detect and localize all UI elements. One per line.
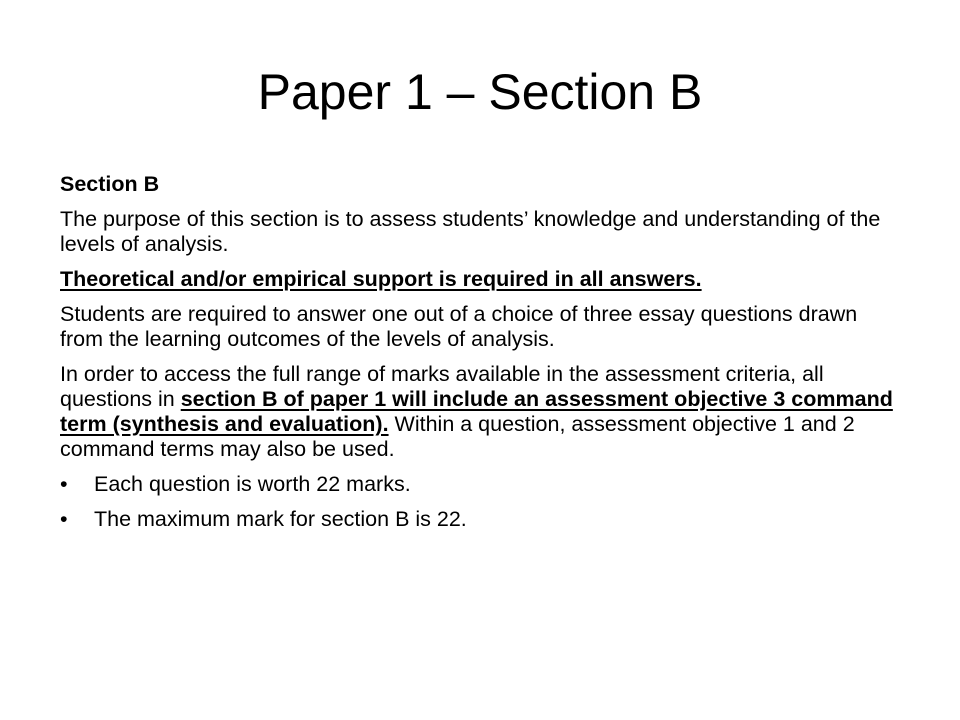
- access-paragraph: [60, 362, 900, 462]
- bullet-list: [60, 472, 900, 532]
- access-text-start: In order to access the full range of marks available in the assessment criteria, all questions in: [60, 362, 824, 411]
- slide-title: Paper 1 – Section B: [257, 64, 703, 120]
- bullet-item: [60, 507, 900, 532]
- purpose-paragraph: The purpose of this section is to assess students’ knowledge and understanding of the levels of analysis.: [60, 207, 881, 256]
- choice-paragraph: Students are required to answer one out of a choice of three essay questions drawn from the learning outcomes of the levels of analysis.: [60, 302, 858, 351]
- section-heading: Section B: [60, 172, 160, 196]
- access-text-end: Within a question, assessment objective 1 and 2 command terms may also be used.: [60, 412, 855, 461]
- support-requirement: Theoretical and/or empirical support is required in all answers.: [60, 267, 702, 291]
- bullet-item: [60, 472, 900, 497]
- bullet-icon: •: [60, 472, 68, 496]
- access-emphasis: section B of paper 1 will include an assessment objective 3 command term (synthesis and evaluation).: [60, 387, 893, 436]
- bullet-icon: •: [60, 507, 68, 531]
- bullet-text: Each question is worth 22 marks.: [94, 472, 411, 496]
- bullet-text: The maximum mark for section B is 22.: [94, 507, 467, 531]
- slide-body: [60, 172, 900, 542]
